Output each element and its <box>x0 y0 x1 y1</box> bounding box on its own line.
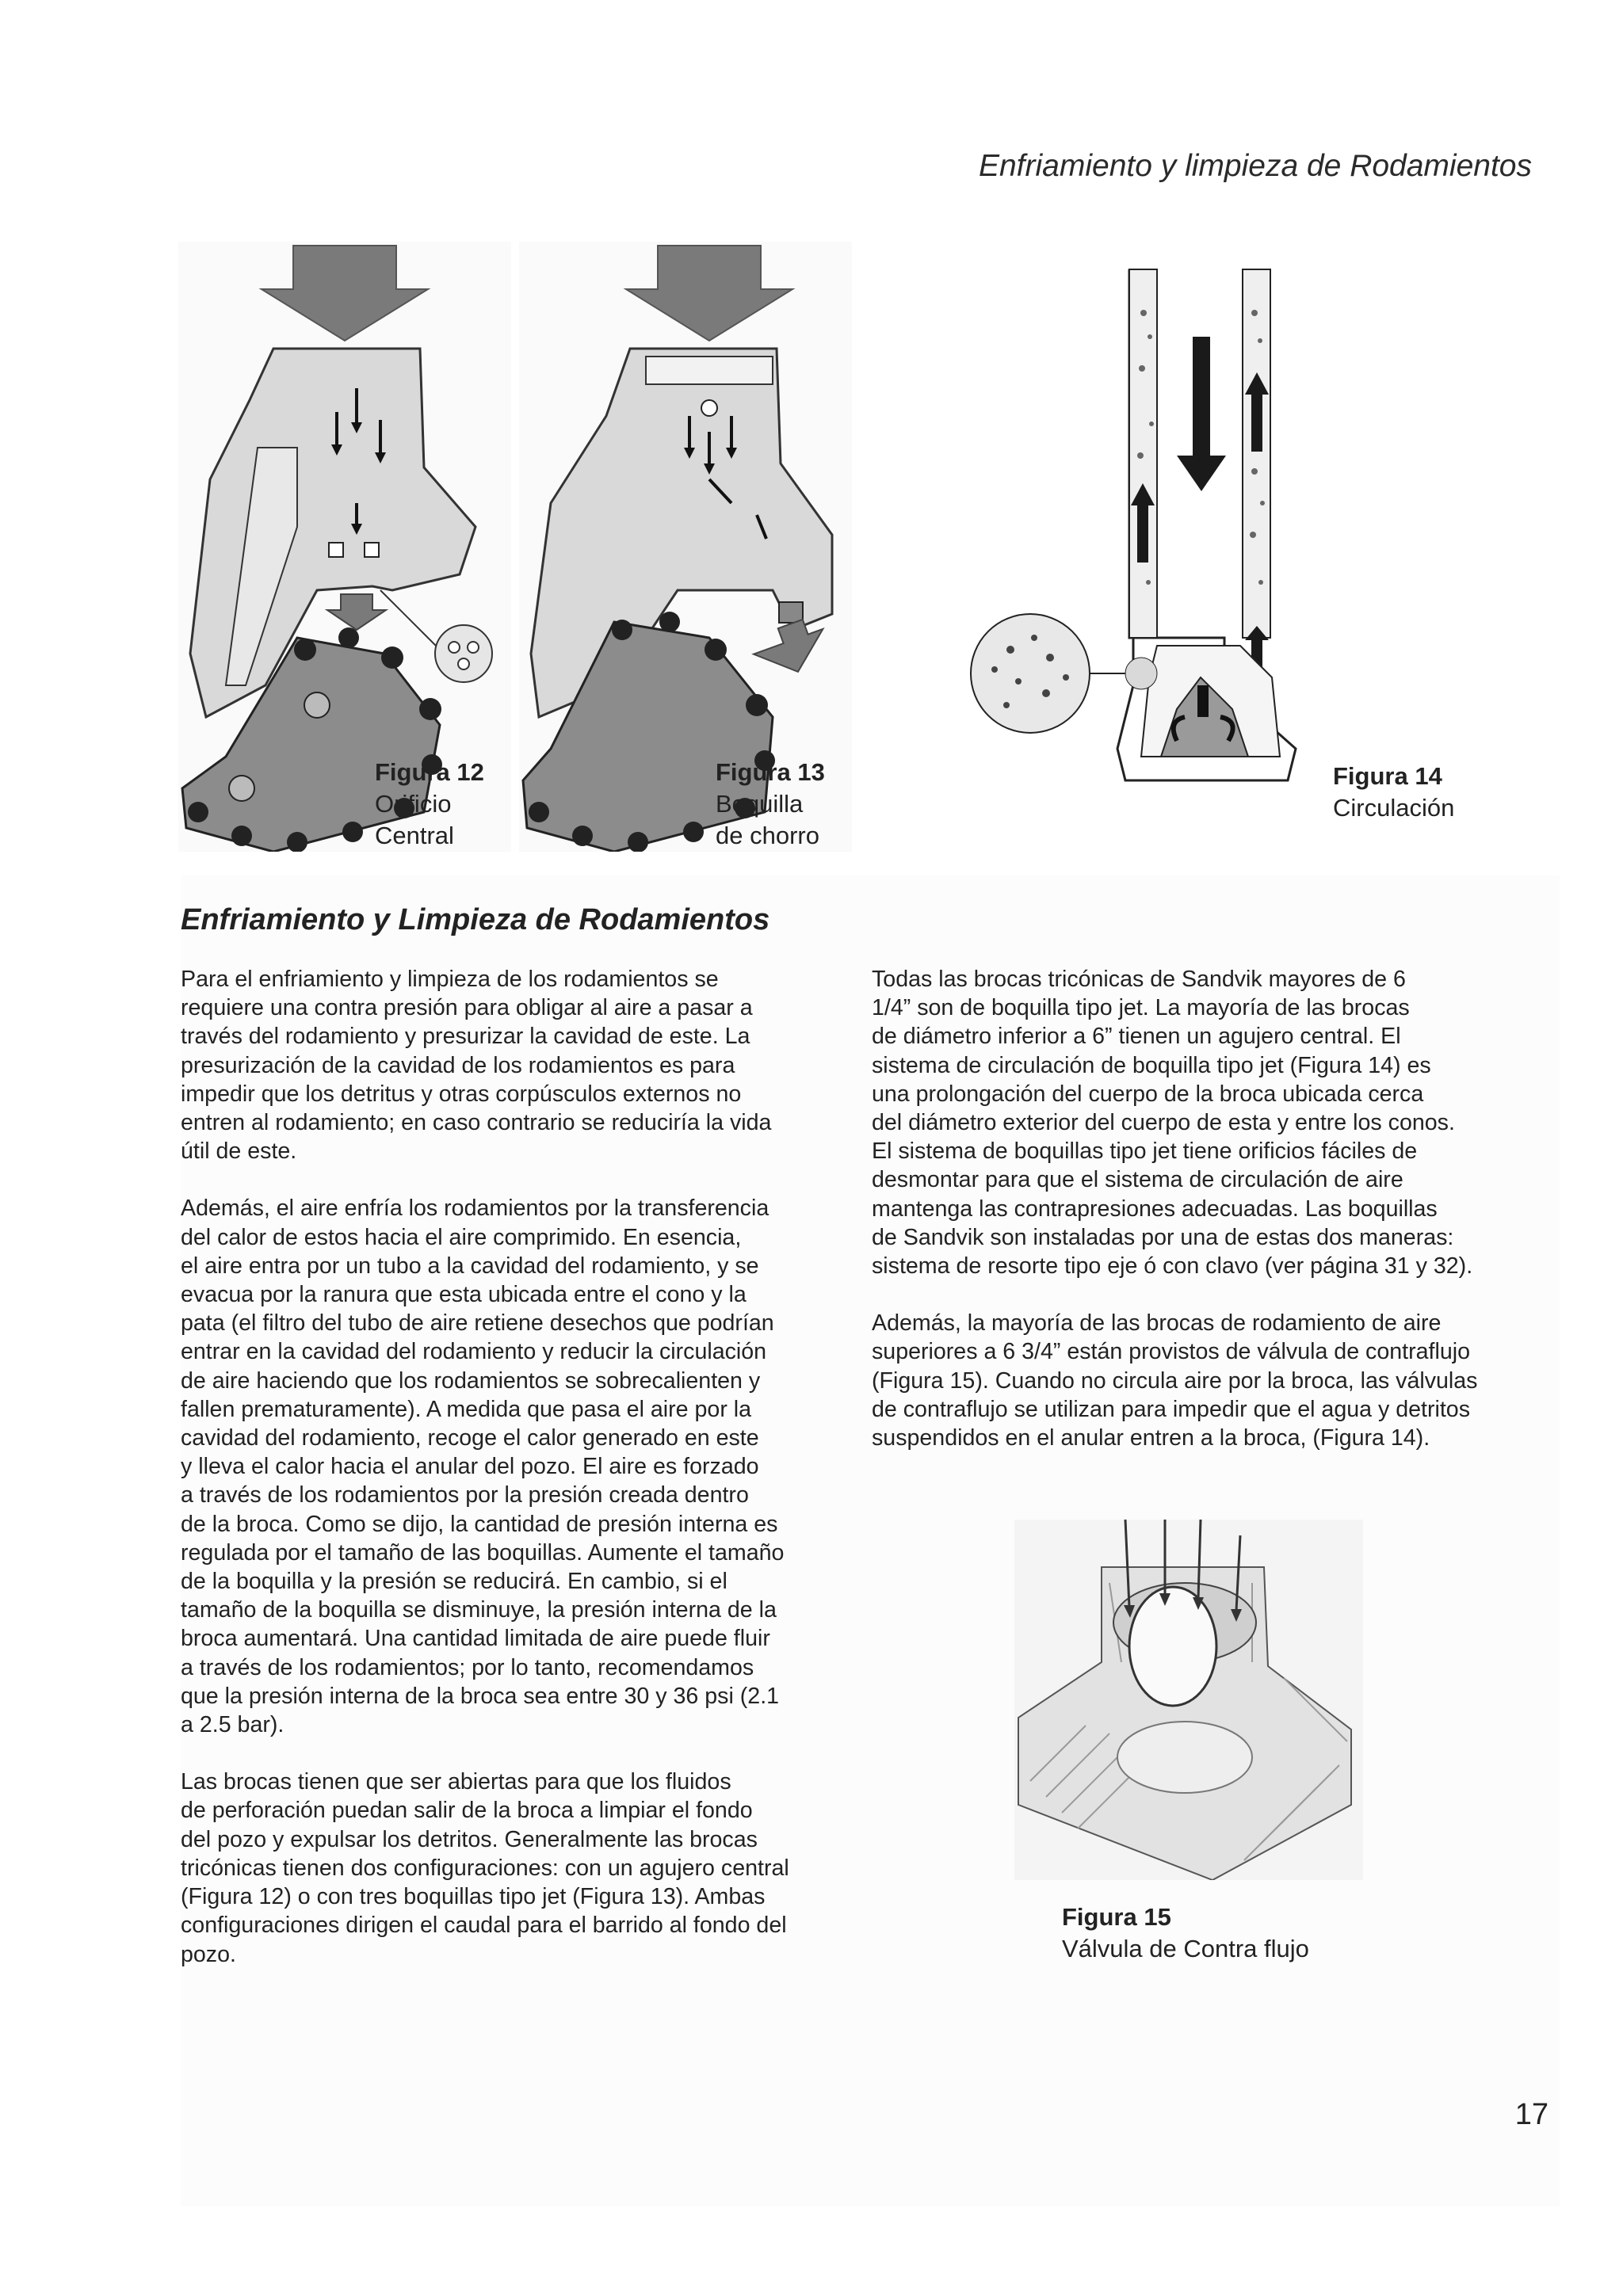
figure-14-caption-line-1: Circulación <box>1333 794 1455 822</box>
figure-14-label: Figura 14 <box>1333 762 1442 790</box>
left-paragraph-1: Para el enfriamiento y limpieza de los rodamientos se requiere una contra presión para obligar al aire a pasar a través del rodamiento y presurizar la cavidad de este. La presurización de la cavidad de los rodamientos es para impedir que los detritus y otras corpúsculos externos no entren al rodamiento; en caso contrario se reduciría la vida útil de este. <box>181 967 772 1165</box>
left-text-column <box>181 965 854 1997</box>
section-title: Enfriamiento y Limpieza de Rodamientos <box>181 903 770 936</box>
running-header: Enfriamiento y limpieza de Rodamientos <box>978 149 1532 183</box>
figure-15-caption <box>1062 1901 1309 1965</box>
figure-12-caption-line-2: Central <box>375 822 454 849</box>
right-paragraph-2: Además, la mayoría de las brocas de rodamiento de aire superiores a 6 3/4” están provistos de válvula de contraflujo (Figura 15). Cuando no circula aire por la broca, las válvulas de contraflujo se utilizan para impedir que el agua y detritos suspendidos en el anular entren a la broca, (Figura 14). <box>872 1310 1478 1451</box>
left-paragraph-2: Además, el aire enfría los rodamientos por la transferencia del calor de estos hacia el aire comprimido. En esencia, el aire entra por un tubo a la cavidad del rodamiento, y se evacua por la ranura que esta ubicada entre el cono y la pata (el filtro del tubo de aire retiene desechos que podrían entrar en la cavidad del rodamiento y reducir la circulación de aire haciendo que los rodamientos se sobrecalienten y fallen prematuramente). A medida que pasa el aire por la cavidad del rodamiento, recoge el calor generado en este y lleva el calor hacia el anular del pozo. El aire es forzado a través de los rodamientos por la presión creada dentro de la broca. Como se dijo, la cantidad de presión interna es regulada por el tamaño de las boquillas. Aumente el tamaño de la boquilla y la presión se reducirá. En cambio, si el tamaño de la boquilla se disminuye, la presión interna de la broca aumentará. Una cantidad limitada de aire puede fluir a través de los rodamientos; por lo tanto, recomendamos que la presión interna de la broca sea entre 30 y 36 psi (2.1 a 2.5 bar). <box>181 1196 785 1738</box>
figure-12-caption <box>375 757 484 852</box>
right-paragraph-1: Todas las brocas tricónicas de Sandvik mayores de 6 1/4” son de boquilla tipo jet. La mayoría de las brocas de diámetro inferior a 6” tienen un agujero central. El sistema de circulación de boquilla tipo jet (Figura 14) es una prolongación del cuerpo de la broca ubicada cerca del diámetro exterior del cuerpo de esta y entre los conos. El sistema de boquillas tipo jet tiene orificios fáciles de desmontar para que el sistema de circulación de aire mantenga las contrapresiones adecuadas. Las boquillas de Sandvik son instaladas por una de estas dos maneras: sistema de resorte tipo eje ó con clavo (ver página 31 y 32). <box>872 967 1473 1280</box>
left-paragraph-3: Las brocas tienen que ser abiertas para que los fluidos de perforación puedan salir de la broca a limpiar el fondo del pozo y expulsar los detritos. Generalmente las brocas tricónicas tienen dos configuraciones: con un agujero central (Figura 12) o con tres boquillas tipo jet (Figura 13). Ambas configuraciones dirigen el caudal para el barrido al fondo del pozo. <box>181 1769 789 1967</box>
figure-15-caption-line-1: Válvula de Contra flujo <box>1062 1935 1309 1962</box>
figure-13-caption-line-2: de chorro <box>716 822 819 849</box>
figure-13-caption-line-1: Boquilla <box>716 790 804 818</box>
figure-15-illustration <box>1014 1520 1363 1880</box>
page-number: 17 <box>1514 2098 1549 2131</box>
figure-13-label: Figura 13 <box>716 758 825 786</box>
figure-15-label: Figura 15 <box>1062 1903 1171 1931</box>
figure-14-illustration <box>963 265 1300 788</box>
right-text-column <box>872 965 1553 1481</box>
figure-12-label: Figura 12 <box>375 758 484 786</box>
figure-13-caption <box>716 757 825 852</box>
figure-12-caption-line-1: Orificio <box>375 790 452 818</box>
figure-14-caption <box>1333 761 1454 824</box>
